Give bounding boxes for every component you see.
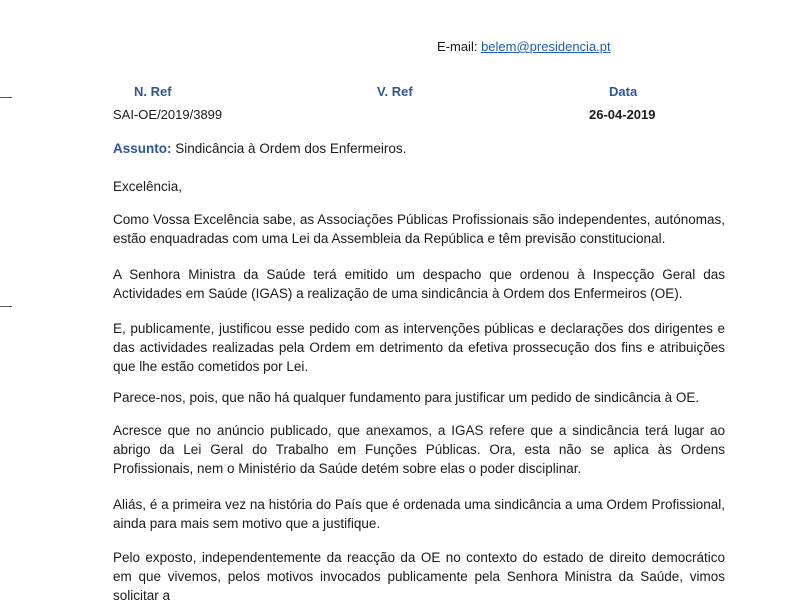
nref-label: N. Ref	[134, 84, 172, 99]
subject-line	[113, 141, 406, 156]
email-label: E-mail:	[437, 39, 478, 54]
margin-fold-mark	[0, 97, 12, 98]
paragraph: E, publicamente, justificou esse pedido com as intervenções públicas e declarações dos dirigentes e das actividades realizadas pela Ordem em detrimento da efetiva prossecução dos fins e atribuições que lhe estão cometidos por Lei.	[113, 321, 725, 374]
vref-label: V. Ref	[377, 84, 413, 99]
nref-value: SAI-OE/2019/3899	[113, 107, 223, 122]
subject-text: Sindicância à Ordem dos Enfermeiros.	[175, 141, 407, 156]
email-link[interactable]: belem@presidencia.pt	[481, 39, 611, 54]
paragraph: Pelo exposto, independentemente da reacção da OE no contexto do estado de direito democrático em que vivemos, pelos motivos invocados publicamente pela Senhora Ministra da Saúde, vimos solicitar a	[113, 550, 725, 603]
email-line	[437, 39, 611, 54]
subject-label: Assunto:	[113, 141, 172, 156]
date-label: Data	[609, 84, 638, 99]
margin-fold-mark	[0, 306, 12, 307]
paragraph: A Senhora Ministra da Saúde terá emitido um despacho que ordenou à Inspecção Geral das Actividades em Saúde (IGAS) a realização de uma sindicância à Ordem dos Enfermeiros (OE).	[113, 267, 725, 301]
paragraph: Acresce que no anúncio publicado, que anexamos, a IGAS refere que a sindicância terá lugar ao abrigo da Lei Geral do Trabalho em Funções Públicas. Ora, esta não se aplica às Ordens Profissionais, nem o Ministério da Saúde detém sobre elas o poder disciplinar.	[113, 423, 725, 476]
paragraph: Aliás, é a primeira vez na história do País que é ordenada uma sindicância a uma Ordem Profissional, ainda para mais sem motivo que a justifique.	[113, 497, 725, 531]
paragraph: Como Vossa Excelência sabe, as Associações Públicas Profissionais são independentes, autónomas, estão enquadradas com uma Lei da Assembleia da República e têm previsão constitucional.	[113, 212, 725, 246]
date-value: 26-04-2019	[589, 107, 656, 122]
salutation: Excelência,	[113, 179, 183, 194]
paragraph: Parece-nos, pois, que não há qualquer fundamento para justificar um pedido de sindicância à OE.	[113, 390, 700, 405]
